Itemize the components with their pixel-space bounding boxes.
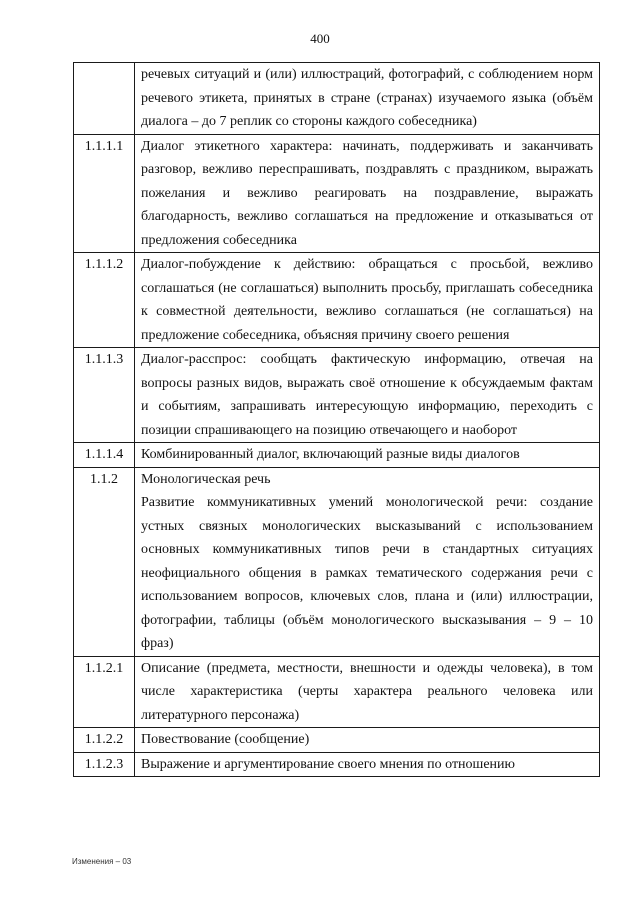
section-text: Выражение и аргументирование своего мнения по отношению — [141, 756, 515, 772]
section-content — [135, 728, 600, 753]
section-text: Диалог-расспрос: сообщать фактическую информацию, отвечая на вопросы разных видов, выражать своё отношение к обсуждаемым фактам и событиям, запрашивать интересующую информацию, переходить с позиции спрашивающего на позицию отвечающего и наоборот — [141, 352, 593, 438]
table-row — [74, 443, 600, 468]
section-content — [135, 63, 600, 135]
section-text: Повествование (сообщение) — [141, 732, 310, 747]
page-number: 400 — [310, 31, 330, 46]
table-body — [74, 63, 600, 777]
table-row — [74, 348, 600, 443]
section-heading: Монологическая речь — [141, 471, 271, 487]
section-number: 1.1.1.3 — [74, 348, 135, 443]
section-content — [135, 656, 600, 728]
page-footer: Изменения – 03 — [72, 857, 132, 866]
section-content — [135, 134, 600, 253]
table-row — [74, 656, 600, 728]
section-number: 1.1.2.3 — [74, 752, 135, 777]
table-row — [74, 467, 600, 656]
section-text: Комбинированный диалог, включающий разные виды диалогов — [141, 447, 520, 462]
table-row — [74, 134, 600, 253]
section-number: 1.1.2.1 — [74, 656, 135, 728]
section-text: Развитие коммуникативных умений монологической речи: создание устных связных монологических высказываний с использованием основных коммуникативных типов речи в стандартных ситуациях неофициального общения в рамках тематического содержания речи с использованием вопросов, ключевых слов, плана и (или) иллюстрации, фотографии, таблицы (объём монологического высказывания – 9 – 10 фраз) — [141, 495, 593, 651]
section-number — [74, 63, 135, 135]
table-row — [74, 253, 600, 348]
section-content — [135, 467, 600, 656]
section-content — [135, 752, 600, 777]
section-content — [135, 348, 600, 443]
section-number: 1.1.1.1 — [74, 134, 135, 253]
section-text: Описание (предмета, местности, внешности и одежды человека), в том числе характеристика (черты характера реального человека или литературного персонажа) — [141, 660, 593, 723]
section-text: Диалог-побуждение к действию: обращаться с просьбой, вежливо соглашаться (не соглашаться) выполнить просьбу, приглашать собеседника к совместной деятельности, вежливо соглашаться (не соглашаться) на предложение собеседника, объясняя причину своего решения — [141, 257, 593, 343]
section-content — [135, 253, 600, 348]
table-row — [74, 752, 600, 777]
section-number: 1.1.1.2 — [74, 253, 135, 348]
section-number: 1.1.2.2 — [74, 728, 135, 753]
section-content — [135, 443, 600, 468]
section-text: речевых ситуаций и (или) иллюстраций, фотографий, с соблюдением норм речевого этикета, принятых в стране (странах) изучаемого языка (объём диалога – до 7 реплик со стороны каждого собеседника) — [141, 67, 593, 129]
section-text: Диалог этикетного характера: начинать, поддерживать и заканчивать разговор, вежливо переспрашивать, поздравлять с праздником, выражать пожелания и вежливо реагировать на поздравление, выражать благодарность, вежливо соглашаться на предложение и отказываться от предложения собеседника — [141, 138, 593, 248]
section-number: 1.1.2 — [74, 467, 135, 656]
table-row — [74, 63, 600, 135]
table-row — [74, 728, 600, 753]
curriculum-table — [73, 62, 600, 777]
section-number: 1.1.1.4 — [74, 443, 135, 468]
